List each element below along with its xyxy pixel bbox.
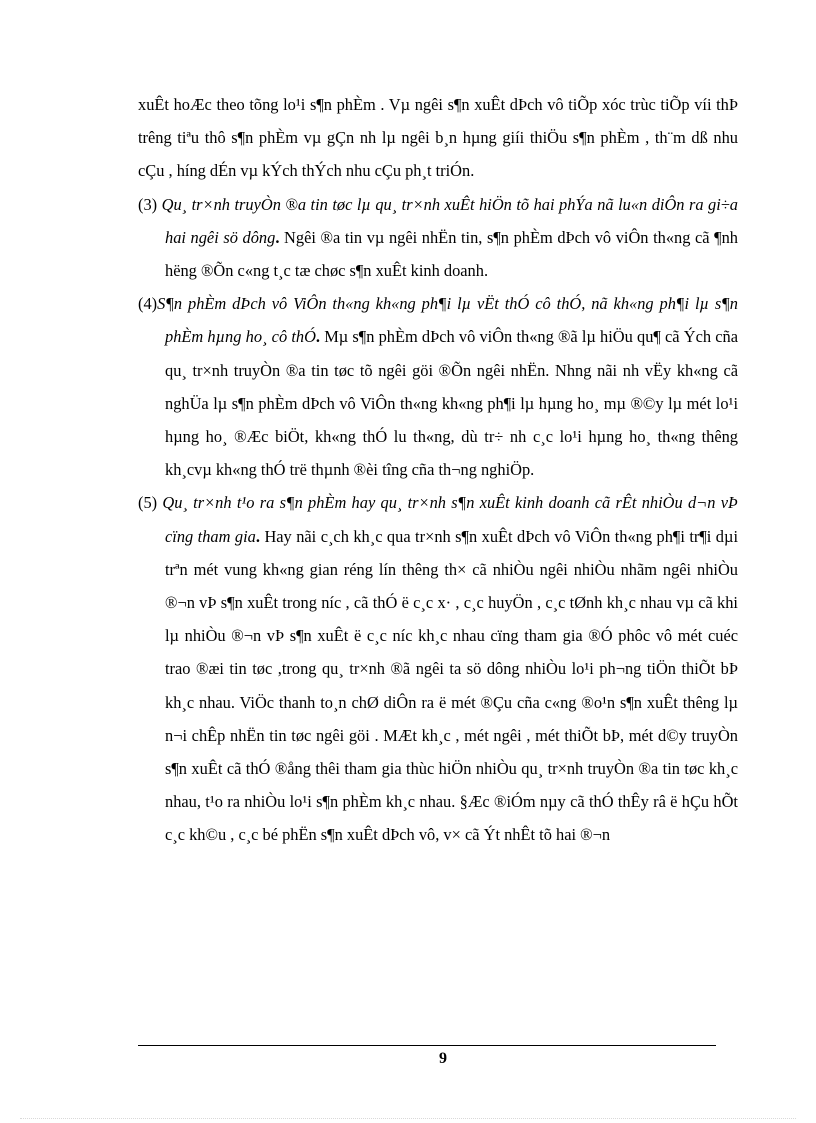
item-italic-lead: S¶n phÈm dÞch vô ViÔn th«ng kh«ng ph¶i lµ vËt thÓ cô thÓ, nã kh«ng ph¶i lµ s¶n phÈm hµng ho¸ cô thÓ	[157, 294, 738, 347]
paragraph-3	[138, 188, 738, 288]
footer-divider	[138, 1045, 716, 1046]
item-italic-lead: Qu¸ tr×nh truyÒn ®a tin tøc lµ qu¸ tr×nh xuÊt hiÖn tõ hai phÝa nã lu«n diÔn ra gi÷a hai ngêi sö dông	[161, 194, 738, 247]
item-mark: .	[275, 227, 280, 247]
paragraph-5	[138, 486, 738, 851]
paragraph-continuation	[138, 88, 738, 188]
page-number: 9	[439, 1050, 447, 1067]
item-italic-lead: Qu¸ tr×nh t¹o ra s¶n phÈm hay qu¸ tr×nh s¶n xuÊt kinh doanh cã rÊt nhiÒu d¬n vÞ cïng tham gia	[162, 493, 738, 546]
item-number: (5)	[138, 493, 158, 513]
item-number: (4)	[138, 294, 158, 314]
paragraph-text: xuÊt hoÆc theo tõng lo¹i s¶n phÈm . Vµ ngêi s¶n xuÊt dÞch vô tiÕp xóc trùc tiÕp víi thÞ trêng tiªu thô s¶n phÈm vµ gÇn nh lµ ngêi b¸n hµng giíi thiÖu s¶n phÈm , th¨m dß nhu cÇu , híng dÉn vµ kÝch thÝch nhu cÇu ph¸t triÓn.	[138, 95, 738, 181]
item-number: (3)	[138, 194, 158, 214]
item-text: Mµ s¶n phÈm dÞch vô viÔn th«ng ®ã lµ hiÖu qu¶ cã Ých cña qu¸ tr×nh truyÒn ®a tin tøc tõ ngêi göi ®Õn ngêi nhËn. Nhng nãi nh vËy kh«ng cã nghÜa lµ s¶n phÈm dÞch vô ViÔn th«ng kh«ng ph¶i lµ hµng ho¸ mµ ®©y lµ mét lo¹i hµng ho¸ ®Æc biÖt, kh«ng thÓ lu th«ng, dù tr÷ nh c¸c lo¹i hµng ho¸ th«ng thêng kh¸cvµ kh«ng thÓ trë thµnh ®èi tîng cña th¬ng nghiÖp.	[165, 327, 738, 480]
item-text: Hay nãi c¸ch kh¸c qua tr×nh s¶n xuÊt dÞch vô ViÔn th«ng ph¶i tr¶i dµi trªn mét vung kh«ng gian réng lín thêng th× cã nhiÒu ngêi nhiÒu nhãm ngêi nhiÒu ®¬n vÞ s¶n xuÊt trong níc , cã thÓ ë c¸c x· , c¸c huyÖn , c¸c tØnh kh¸c nhau vµ cã khi lµ nhiÒu ®¬n vÞ s¶n xuÊt ë c¸c níc kh¸c nhau cïng tham gia ®Ó phôc vô mét cuéc trao ®æi tin tøc ,trong qu¸ tr×nh ®ã ngêi ta sö dông nhiÒu lo¹i ph¬ng tiÖn thiÕt bÞ kh¸c nhau. ViÖc thanh to¸n chØ diÔn ra ë mét ®Çu cña c«ng ®o¹n s¶n xuÊt thêng lµ n¬i chÊp nhËn tin tøc ngêi göi . MÆt kh¸c , mét ngêi , mét thiÕt bÞ, mét d©y truyÒn s¶n xuÊt cã thÓ ®ång thêi tham gia thùc hiÖn nhiÒu qu¸ tr×nh truyÒn ®a tin tøc kh¸c nhau, t¹o ra nhiÒu lo¹i s¶n phÈm kh¸c nhau. §Æc ®iÓm nµy cã thÓ thÊy râ ë hÇu hÕt c¸c kh©u , c¸c bé phËn s¶n xuÊt dÞch vô, v× cã Ýt nhÊt tõ hai ®¬n	[165, 526, 739, 845]
item-mark: .	[255, 526, 260, 546]
item-text: Ngêi ®a tin vµ ngêi nhËn tin, s¶n phÈm dÞch vô viÔn th«ng cã ¶nh hëng ®Õn c«ng t¸c tæ chøc s¶n xuÊt kinh doanh.	[165, 227, 738, 281]
page-bottom-border	[20, 1118, 796, 1119]
paragraph-4	[138, 287, 738, 486]
item-mark: .	[315, 327, 321, 347]
body-text	[138, 88, 738, 852]
